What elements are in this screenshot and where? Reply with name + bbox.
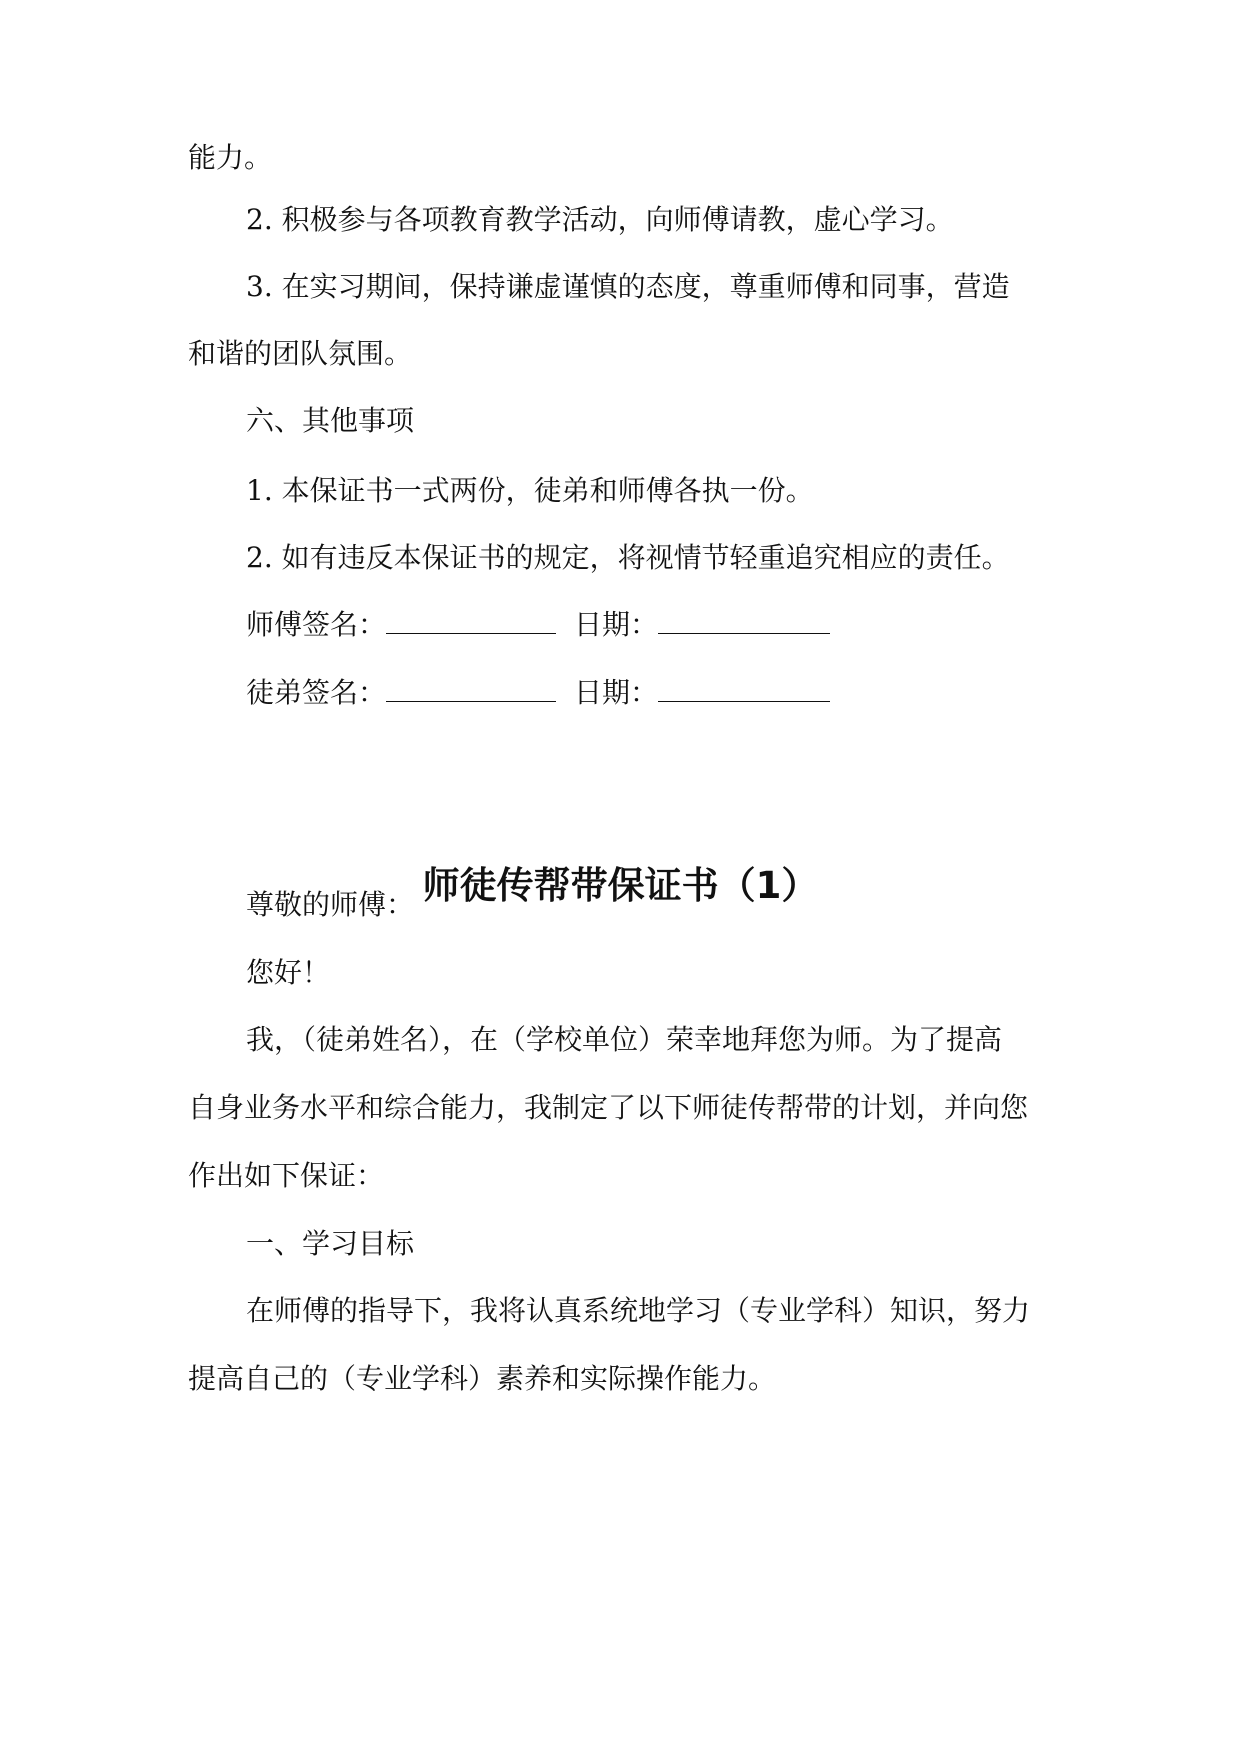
apprentice-signature-label: 徒弟签名：	[246, 676, 387, 709]
list-item: 2. 如有违反本保证书的规定，将视情节轻重追究相应的责任。	[246, 541, 1010, 574]
apprentice-signature-blank[interactable]	[386, 677, 556, 702]
paragraph-line: 在师傅的指导下，我将认真系统地学习（专业学科）知识，努力	[246, 1294, 1031, 1327]
apprentice-date-blank[interactable]	[658, 677, 830, 702]
section-heading: 六、其他事项	[246, 404, 415, 437]
master-date-blank[interactable]	[658, 609, 830, 634]
list-item: 1. 本保证书一式两份，徒弟和师傅各执一份。	[246, 474, 814, 507]
paragraph-line: 提高自己的（专业学科）素养和实际操作能力。	[188, 1362, 777, 1395]
list-item: 3. 在实习期间，保持谦虚谨慎的态度，尊重师傅和同事，营造	[246, 270, 1010, 303]
salutation: 尊敬的师傅：	[246, 888, 415, 921]
list-item: 2. 积极参与各项教育教学活动，向师傅请教，虚心学习。	[246, 203, 954, 236]
greeting: 您好！	[246, 956, 331, 989]
apprentice-signature-line	[246, 673, 830, 713]
document-title: 师徒传帮带保证书（1）	[422, 864, 819, 907]
master-signature-label: 师傅签名：	[246, 608, 387, 641]
master-signature-blank[interactable]	[386, 609, 556, 634]
paragraph-line: 自身业务水平和综合能力，我制定了以下师徒传帮带的计划，并向您	[188, 1091, 1029, 1124]
paragraph-line: 作出如下保证：	[188, 1159, 385, 1192]
apprentice-date-label: 日期：	[574, 676, 659, 709]
text-line: 和谐的团队氛围。	[188, 337, 413, 370]
text-line: 能力。	[188, 141, 273, 174]
master-signature-line	[246, 605, 830, 645]
section-heading: 一、学习目标	[246, 1227, 415, 1260]
master-date-label: 日期：	[574, 608, 659, 641]
paragraph-line: 我，（徒弟姓名），在（学校单位）荣幸地拜您为师。为了提高	[246, 1023, 1003, 1056]
